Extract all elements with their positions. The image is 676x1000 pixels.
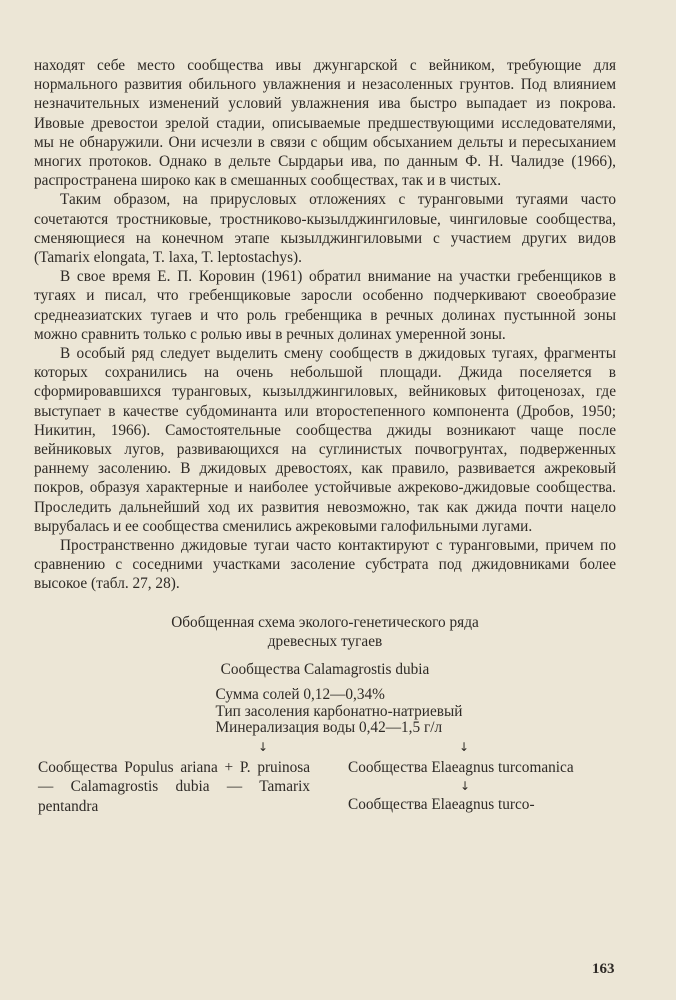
page-number: 163 — [592, 961, 615, 977]
paragraph-3: В свое время Е. П. Коровин (1961) обратил внимание на участки гребенщиков в тугаях и писал, что гребенщиковые заросли особенно подчеркивают своеобразие среднеазиатских тугаев и что роль гребенщика в речных долинах пустынной зоны можно сравнить только с ролью ивы в речных долинах умеренной зоны. — [34, 268, 616, 343]
param-salts: Сумма солей 0,12—0,34% — [215, 686, 385, 704]
paragraph-5: Пространственно джидовые тугаи часто контактируют с туранговыми, причем по сравнению с соседними участками засоление субстрата под джидовниками более высокое (табл. 27, 28). — [34, 537, 616, 593]
arrow-down-icon: ↓ — [460, 779, 471, 794]
scheme-left-branch — [38, 758, 310, 817]
scheme — [34, 613, 616, 738]
scheme-arrows — [34, 738, 616, 758]
body-text — [34, 56, 616, 594]
scheme-title-line-2: древесных тугаев — [267, 633, 383, 651]
arrow-down-icon: ↓ — [258, 739, 269, 754]
scheme-parameters — [216, 687, 463, 737]
right-branch-text-2: Сообщества Elaeagnus turco- — [348, 796, 535, 814]
param-salinity-type: Тип засоления карбонатно-натриевый — [215, 702, 463, 720]
param-water-mineralization: Минерализация воды 0,42—1,5 г/л — [215, 719, 443, 737]
paragraph-4: В особый ряд следует выделить смену сообществ в джидовых тугаях, фрагменты которых сохранились на очень небольшой площади. Джида поселяется в сформировавшихся туранговых, кызылджингиловых, вейниковых фитоценозах, где выступает в качестве субдоминанта или второстепенного компонента (Дробов, 1950; Никитин, 1966). Самостоятельные сообщества джиды возникают чаще после вейниковых лугов, развивающихся на суглинистых почвогрунтах, подверженных раннему засолению. В джидовых древостоях, как правило, развивается ажрековый покров, образуя характерные и наиболее устойчивые ажреково-джидовые сообщества. Проследить дальнейший ход их развития невозможно, так как джида почти нацело вырубалась и ее сообщества сменились ажрековыми галофильными лугами. — [34, 345, 616, 535]
scheme-right-branch — [348, 758, 616, 815]
paragraph-1: находят себе место сообщества ивы джунгарской с вейником, требующие для нормального развития обильного увлажнения и незасоленных грунтов. Под влиянием незначительных изменений условий увлажнения ива быстро выпадает из покрова. Ивовые древостои зрелой стадии, описываемые предшествующими исследователями, мы не обнаружили. Они исчезли в связи с общим обсыханием дельты и пересыханием многих протоков. Однако в дельте Сырдарьи ива, по данным Ф. Н. Чалидзе (1966), распространена широко как в смешанных сообществах, так и в чистых. — [34, 57, 616, 190]
arrow-down-icon: ↓ — [459, 739, 470, 754]
scheme-branches — [34, 758, 616, 858]
right-branch-text-1: Сообщества Elaeagnus turcomanica — [348, 758, 574, 776]
scheme-community: Сообщества Calamagrostis dubia — [220, 660, 430, 678]
paragraph-2: Таким образом, на прирусловых отложениях с туранговыми тугаями часто сочетаются тростниковые, тростниково-кызылджингиловые, чингиловые сообщества, сменяющиеся на конечном этапе кызылджингиловыми с участием других видов (Tamarix elongata, T. laxa, T. leptostachys). — [34, 191, 616, 267]
page — [34, 56, 616, 858]
left-branch-text: Сообщества Populus ariana + P. pruinosa — Calamagrostis dubia — Tamarix pentandra — [38, 758, 310, 815]
scheme-title-line-1: Обобщенная схема эколого-генетического ряда — [171, 613, 479, 631]
